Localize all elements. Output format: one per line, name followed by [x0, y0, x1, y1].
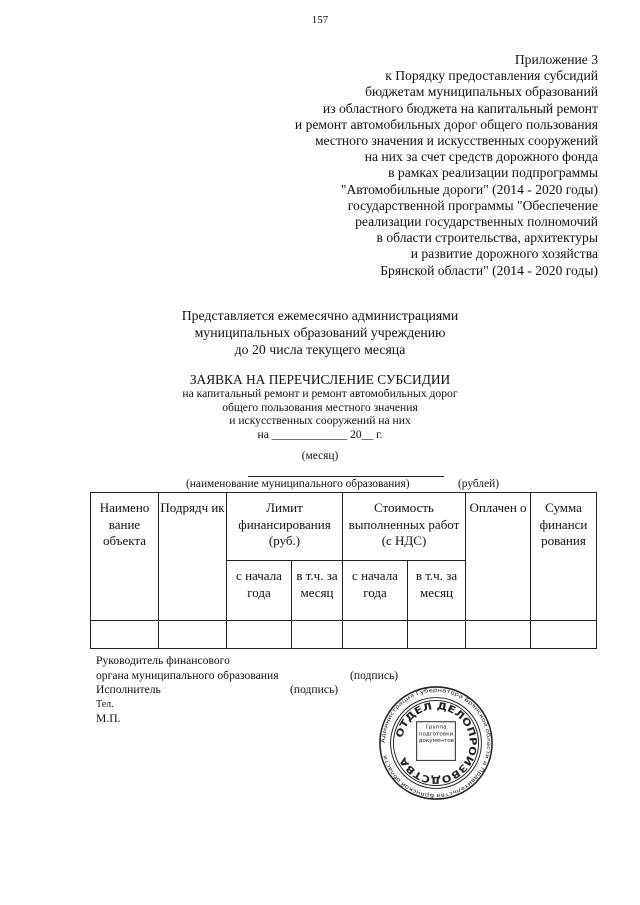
stamp-ring-text: ОТДЕЛ ДЕЛОПРОИЗВОДСТВА — [394, 700, 478, 785]
table-cell — [408, 621, 466, 649]
appendix-line: из областного бюджета на капитальный ремонт — [322, 100, 598, 116]
executor-label: Исполнитель — [96, 683, 161, 696]
table-cell — [343, 621, 408, 649]
head-title-line2: органа муниципального образования — [96, 669, 279, 682]
month-caption: (месяц) — [301, 450, 339, 462]
head-signature-caption: (подпись) — [350, 669, 399, 682]
col-object-name: Наимено вание объекта — [91, 493, 159, 621]
table-cell — [466, 621, 531, 649]
request-subtitle-line: и искусственных сооружений на них — [229, 414, 411, 427]
phone-label: Тел. — [96, 699, 114, 710]
stamp-outer-text: Администрация Губернатора Брянской области и Правительства Брянской области — [380, 687, 492, 799]
request-date-line: на _____________ 20__ г. — [257, 427, 383, 441]
col-limit-month: в т.ч. за месяц — [292, 561, 343, 621]
table-cell — [531, 621, 597, 649]
col-works-cost: Стоимость выполненных работ (с НДС) — [343, 493, 466, 561]
request-subtitle — [0, 387, 640, 441]
col-contractor: Подрядч ик — [159, 493, 227, 621]
table-cell — [227, 621, 292, 649]
currency-unit: (рублей) — [458, 478, 500, 490]
appendix-line: "Автомобильные дороги" (2014 - 2020 годы) — [340, 181, 598, 197]
appendix-line: на них за счет средств дорожного фонда — [364, 149, 598, 165]
table-cell — [292, 621, 343, 649]
seal-place-label: М.П. — [96, 712, 121, 725]
submission-note-line: муниципальных образований учреждению — [194, 325, 446, 340]
col-limit-year-start: с начала года — [227, 561, 292, 621]
executor-signature-caption: (подпись) — [290, 683, 339, 696]
col-cost-year-start: с начала года — [343, 561, 408, 621]
appendix-line: в рамках реализации подпрограммы — [388, 165, 598, 181]
appendix-line: реализации государственных полномочий — [355, 214, 598, 230]
appendix-line: в области строительства, архитектуры — [376, 230, 598, 246]
table-cell — [159, 621, 227, 649]
appendix-line: Брянской области" (2014 - 2020 годы) — [380, 262, 598, 278]
subsidy-table — [90, 492, 597, 649]
request-title: ЗАЯВКА НА ПЕРЕЧИСЛЕНИЕ СУБСИДИИ — [189, 372, 451, 387]
table-cell — [91, 621, 159, 649]
request-subtitle-line: на капитальный ремонт и ремонт автомобильных дорог — [182, 387, 458, 400]
table-row — [91, 621, 597, 649]
submission-note — [0, 307, 640, 358]
appendix-line: и ремонт автомобильных дорог общего пользования — [294, 116, 598, 132]
appendix-line: бюджетам муниципальных образований — [365, 84, 598, 100]
office-stamp — [378, 685, 494, 801]
municipality-caption: (наименование муниципального образования) — [186, 478, 410, 490]
submission-note-line: Представляется ежемесячно администрациями — [181, 308, 459, 323]
appendix-line: Приложение 3 — [514, 52, 598, 67]
col-funding-amount: Сумма финанси рования — [531, 493, 597, 621]
page-number: 157 — [311, 14, 329, 26]
col-cost-month: в т.ч. за месяц — [408, 561, 466, 621]
col-funding-limit: Лимит финансирования (руб.) — [227, 493, 343, 561]
appendix-line: местного значения и искусственных сооружений — [314, 133, 598, 149]
submission-note-line: до 20 числа текущего месяца — [234, 342, 406, 357]
municipality-fill-line — [248, 476, 444, 477]
appendix-line: государственной программы "Обеспечение — [347, 197, 598, 213]
appendix-header — [178, 52, 598, 279]
appendix-line: к Порядку предоставления субсидий — [385, 68, 598, 84]
request-subtitle-line: общего пользования местного значения — [222, 400, 418, 414]
appendix-line: и развитие дорожного хозяйства — [410, 246, 598, 262]
stamp-center-text: Группа подготовки документов — [418, 724, 454, 744]
head-title-line1: Руководитель финансового — [96, 654, 230, 667]
col-paid: Оплачен о — [466, 493, 531, 621]
